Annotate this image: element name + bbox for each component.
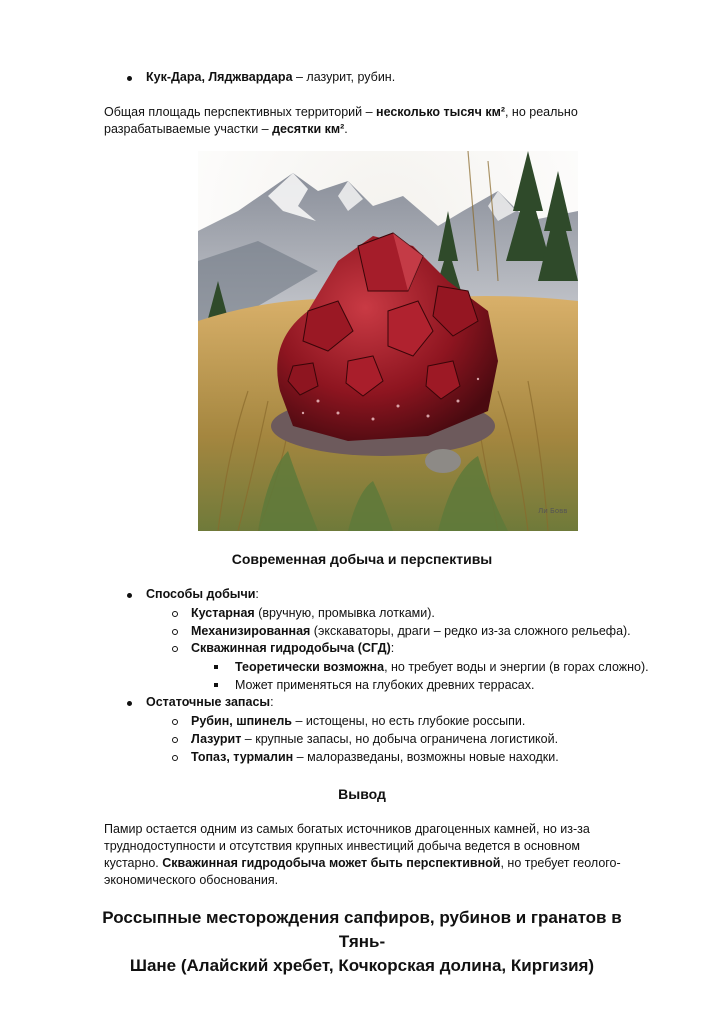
sub-method-item [235,659,649,676]
reserve-rest: – малоразведаны, возможны новые находки. [293,750,559,764]
gem-illustration-svg [198,151,578,531]
methods-label [146,586,259,603]
pebble [425,449,461,473]
reserve-item [191,749,559,766]
section-heading: Современная добыча и перспективы [231,551,493,567]
reserve-rest: – крупные запасы, но добыча ограничена логистикой. [241,732,559,746]
method-bold: Механизированная [191,624,311,638]
top-bullet-item [146,69,395,86]
method-item [191,623,631,640]
conclusion-heading: Вывод [338,786,386,802]
reserve-bold: Лазурит [191,732,242,746]
area-text: . [344,122,348,136]
top-bullet-rest: – лазурит, рубин. [292,70,396,84]
bullet-disc [127,593,132,598]
next-heading-line2: Шане (Алайский хребет, Кочкорская долина, Киргизия) [129,956,595,975]
area-bold: несколько тысяч км² [376,105,505,119]
bullet-disc [127,701,132,706]
bullet-circle [172,629,178,635]
area-bold: десятки км² [272,122,345,136]
reserves-label-bold: Остаточные запасы [146,695,271,709]
method-rest: (экскаваторы, драги – редко из-за сложного рельефа). [310,624,631,638]
bullet-disc [127,76,132,81]
conclusion-bold: Скважинная гидродобыча может быть перспективной [162,856,501,870]
reserves-label [146,694,274,711]
methods-label-bold: Способы добычи [146,587,256,601]
sub-method-item [235,677,534,694]
top-bullet-bold: Кук-Дара, Ляджвардара [146,70,293,84]
next-section-heading [90,906,634,978]
reserve-bold: Рубин, шпинель [191,714,292,728]
method-item [191,640,394,657]
bullet-square [214,683,218,687]
conclusion-text: кустарно. [104,856,163,870]
method-bold: Кустарная [191,606,255,620]
methods-label-tail: : [255,587,259,601]
area-text: Общая площадь перспективных территорий – [104,105,377,119]
reserves-label-tail: : [270,695,274,709]
reserve-bold: Топаз, турмалин [191,750,294,764]
conclusion-line: Памир остается одним из самых богатых источников драгоценных камней, но из-за [104,822,590,836]
area-text: разрабатываемые участки – [104,122,273,136]
method-rest: : [390,641,395,655]
conclusion-line: экономического обоснования. [104,873,279,887]
next-heading-line1: Россыпные месторождения сапфиров, рубинов и гранатов в Тянь- [102,908,622,951]
conclusion-line: труднодоступности и отсутствия крупных инвестиций добыча ведется в основном [104,839,581,853]
method-item [191,605,435,622]
bullet-circle [172,755,178,761]
reserve-rest: – истощены, но есть глубокие россыпи. [291,714,526,728]
sub-method-rest: , но требует воды и энергии (в горах сложно). [384,660,649,674]
sub-method-bold: Теоретически возможна [235,660,385,674]
bullet-circle [172,737,178,743]
area-paragraph-line1 [104,104,578,121]
reserve-item [191,713,525,730]
method-rest: (вручную, промывка лотками). [254,606,435,620]
bullet-circle [172,611,178,617]
artist-signature: Ли Бовв [538,507,568,515]
bullet-circle [172,646,178,652]
bullet-circle [172,719,178,725]
reserve-item [191,731,558,748]
area-text: , но реально [504,105,578,119]
sub-method-rest: Может применяться на глубоких древних террасах. [235,678,535,692]
method-bold: Скважинная гидродобыча (СГД) [191,641,391,655]
conclusion-text: , но требует геолого- [500,856,621,870]
gem-illustration [198,151,578,531]
conclusion-line [104,855,621,872]
area-paragraph-line2 [104,121,348,138]
bullet-square [214,665,218,669]
